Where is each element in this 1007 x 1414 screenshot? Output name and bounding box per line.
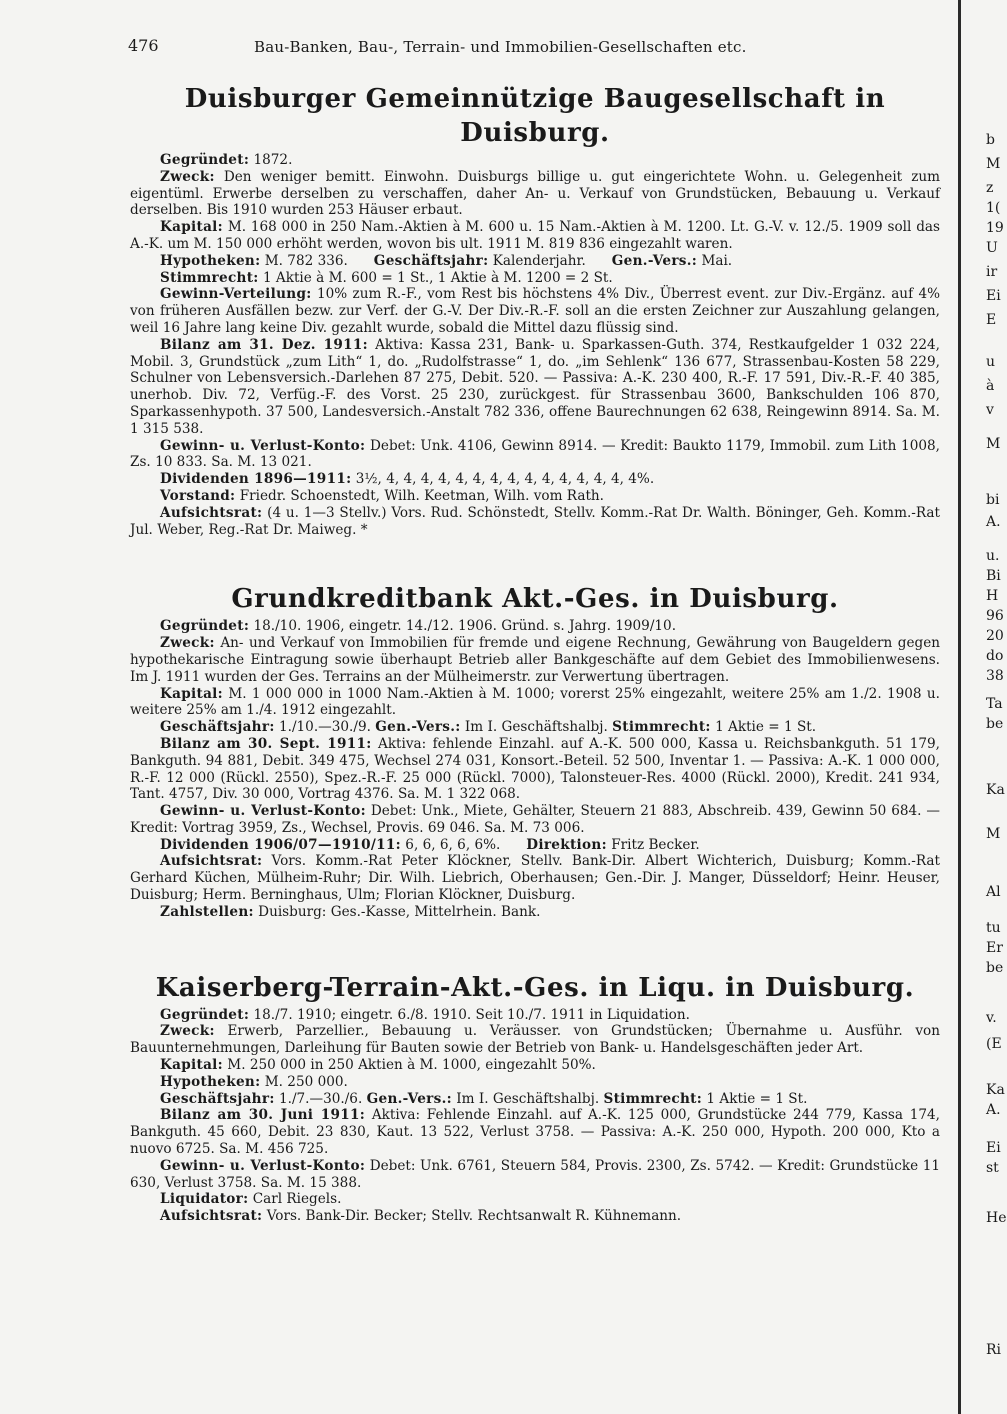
edge-fragment: A. [986,1102,1001,1118]
entry-text: 1 Aktie = 1 St. [706,1090,808,1107]
entry-board [130,488,940,505]
entry-text: M. 782 336. [264,252,348,269]
entry-text: 6, 6, 6, 6, 6%. [405,836,501,853]
entry-label: Geschäftsjahr: [373,252,489,269]
entry-label: Zahlstellen: [160,903,254,920]
entry-label: Kapital: [160,1057,223,1074]
entry-text: Vors. Bank-Dir. Becker; Stellv. Rechtsanwalt R. Kühnemann. [266,1208,682,1225]
entry-text: Erwerb, Parzellier., Bebauung u. Veräusser. von Grundstücken; Übernahme u. Ausführ. von Bauunternehmungen, Darleihung für Bauten sowie der Betrieb von Bank- u. Handelsgeschäften jeder Art. [130,1023,940,1057]
entry-label: Dividenden 1906/07—1910/11: [160,836,401,853]
running-head: Bau-Banken, Bau-, Terrain- und Immobilien-Gesellschaften etc. [254,38,747,56]
edge-fragment: M [986,826,1001,842]
entry-label: Zweck: [160,168,215,185]
edge-fragment: E [986,312,997,328]
entry-mortgages [130,1074,940,1091]
entry-label: Stimmrecht: [603,1090,703,1107]
entry-capital [130,686,940,720]
edge-fragment: Ri [986,1342,1002,1358]
entry-profit-distribution [130,286,940,336]
edge-fragment: 19 [986,220,1004,236]
entry-text: Debet: Unk. 4106, Gewinn 8914. — Kredit: Baukto 1179, Immobil. zum Lith 1008, Zs. 10 833. Sa. M. 13 021. [130,437,940,471]
entry-label: Hypotheken: [160,1073,261,1090]
entry-text: M. 250 000 in 250 Aktien à M. 1000, eingezahlt 50%. [227,1057,596,1074]
entry-text: Fritz Becker. [611,836,700,853]
edge-fragment: Ka [986,1082,1005,1098]
entry-label: Bilanz am 30. Sept. 1911: [160,735,372,752]
company-title: Duisburger Gemeinnützige Baugesellschaft in Duisburg. [184,84,886,148]
entry-label: Vorstand: [160,487,236,504]
entry-balance-sheet [130,337,940,438]
entry-text: M. 168 000 in 250 Nam.-Aktien à M. 600 u. 15 Nam.-Aktien à M. 1200. Lt. G.-V. v. 12./5. 1909 soll das A.-K. um M. 150 000 erhöht werden, wovon bis ult. 1911 M. 819 836 eingezahlt waren. [130,219,940,252]
entry-text: Den weniger bemitt. Einwohn. Duisburgs billige u. gut eingerichtete Wohn. u. Gelegenheit zum eigentüml. Erwerbe derselben zu verschaffen, daher An- u. Verkauf von Grundstücken, Bebauung u. Verkauf derselben. Bis 1910 wurden 253 Häuser erbaut. [130,168,940,219]
entry-purpose [130,169,940,219]
entry-text: M. 250 000. [264,1073,348,1090]
entry-label: Gewinn- u. Verlust-Konto: [160,437,366,454]
entry-label: Kapital: [160,685,223,702]
edge-fragment: 1( [986,200,1001,216]
entry-text: Im I. Geschäftshalbj. [464,719,608,736]
edge-fragment: b [986,132,995,148]
company-section [130,82,940,538]
entry-text: Kalenderjahr. [492,252,586,269]
edge-fragment: ir [986,264,998,280]
entry-label: Zweck: [160,1023,215,1040]
entry-label: Dividenden 1896—1911: [160,471,352,488]
entry-text: 1./7.—30./6. [278,1090,363,1107]
edge-fragment: H [986,588,999,604]
column-divider [958,0,961,1414]
entry-founded [130,618,940,635]
edge-fragment: v. [986,1010,997,1026]
entry-label: Stimmrecht: [612,719,711,736]
entry-label: Geschäftsjahr: [160,1090,275,1107]
entry-paying-agents [130,904,940,921]
edge-fragment: st [986,1160,999,1176]
entry-text: 18./10. 1906, eingetr. 14./12. 1906. Gründ. s. Jahrg. 1909/10. [253,618,677,635]
entry-label: Gewinn-Verteilung: [160,286,312,303]
entry-profit-loss [130,1158,940,1192]
entry-fiscal-year [130,719,940,736]
entry-text: 1872. [253,152,293,168]
entry-label: Zweck: [160,635,215,652]
entry-supervisory-board [130,1208,940,1225]
entry-label: Liquidator: [160,1191,249,1208]
entry-label: Gewinn- u. Verlust-Konto: [160,1157,366,1174]
entry-label: Geschäftsjahr: [160,719,275,736]
edge-fragment: Er [986,940,1003,956]
entry-dividends [130,837,940,854]
entry-purpose [130,1023,940,1057]
entry-founded [130,1007,940,1024]
company-section [130,582,940,920]
entry-label: Hypotheken: [160,252,261,269]
edge-fragment: 38 [986,668,1004,684]
entry-text: Im I. Geschäftshalbj. [456,1090,600,1107]
entry-text: Aktiva: Fehlende Einzahl. auf A.-K. 125 000, Grundstücke 244 779, Kassa 174, Bankguth. 45 660, Debit. 23 830, Kaut. 13 522, Verlust 3758. — Passiva: A.-K. 250 000, Hypoth. 200 000, Kto a nuovo 6725. Sa. M. 456 725. [130,1107,940,1158]
entry-label: Bilanz am 31. Dez. 1911: [160,336,368,353]
entry-text: 1 Aktie = 1 St. [715,719,817,736]
edge-fragment: Bi [986,568,1001,584]
page-number: 476 [128,36,159,55]
edge-fragment: Ei [986,288,1001,304]
entry-label: Stimmrecht: [160,269,259,286]
entry-purpose [130,635,940,685]
edge-fragment: M [986,156,1001,172]
edge-fragment: tu [986,920,1001,936]
main-column [130,82,940,1265]
entry-label: Gegründet: [160,618,250,635]
entry-label: Kapital: [160,219,223,236]
entry-label: Aufsichtsrat: [160,504,263,521]
entry-profit-loss [130,803,940,837]
edge-fragment: be [986,960,1004,976]
adjacent-page-edge [966,0,1007,1414]
entry-text: 18./7. 1910; eingetr. 6./8. 1910. Seit 10./7. 1911 in Liquidation. [253,1006,690,1023]
entry-liquidator [130,1191,940,1208]
entry-text: 1 Aktie à M. 600 = 1 St., 1 Aktie à M. 1200 = 2 St. [262,269,613,286]
company-section [130,971,940,1225]
edge-fragment: He [986,1210,1007,1226]
edge-fragment: Ei [986,1140,1001,1156]
entry-text: Debet: Unk., Miete, Gehälter, Steuern 21 883, Abschreib. 439, Gewinn 50 684. — Kredit: Vortrag 3959, Zs., Wechsel, Provis. 69 046. Sa. M. 73 006. [130,803,940,836]
entry-text: M. 1 000 000 in 1000 Nam.-Aktien à M. 1000; vorerst 25% eingezahlt, weitere 25% am 1./2. 1908 u. weitere 25% am 1./4. 1912 eingezahlt. [130,685,940,719]
entry-supervisory-board [130,505,940,539]
entry-text: (4 u. 1—3 Stellv.) Vors. Rud. Schönstedt, Stellv. Komm.-Rat Dr. Walth. Böninger, Geh. Komm.-Rat Jul. Weber, Reg.-Rat Dr. Maiweg. * [130,504,940,538]
edge-fragment: A. [986,514,1001,530]
entry-text: An- und Verkauf von Immobilien für fremde und eigene Rechnung, Gewährung von Baugeldern gegen hypothekarische Eintragung sowie überhaupt Betrieb aller Bankgeschäfte auf dem Gebiet des Immobilienwesens. Im J. 1911 wurden der Ges. Terrains an der Mülheimerstr. zur Verwertung übertragen. [130,635,940,685]
edge-fragment: be [986,716,1004,732]
entry-label: Gen.-Vers.: [375,719,461,736]
edge-fragment: Ta [986,696,1003,712]
entry-label: Gegründet: [160,1006,250,1023]
entry-voting-rights [130,270,940,287]
entry-mortgages [130,253,940,270]
entry-label: Gegründet: [160,152,250,168]
entry-profit-loss [130,438,940,472]
edge-fragment: do [986,648,1004,664]
entry-balance-sheet [130,1107,940,1157]
entry-label: Direktion: [526,836,607,853]
edge-fragment: 20 [986,628,1004,644]
edge-fragment: v [986,402,994,418]
edge-fragment: à [986,378,995,394]
entry-text: 10% zum R.-F., vom Rest bis höchstens 4% Div., Überrest event. zur Div.-Ergänz. auf 4% von früheren Ausfällen bezw. zur Verf. der G.-V. Der Div.-R.-F. soll an die ersten Zeichner zur Auszahlung gelangen, weil 16 Jahre lang keine Div. gezahlt wurde, sobald die Mittel dazu flüssig sind. [130,286,941,336]
entry-text: Carl Riegels. [252,1191,342,1208]
edge-fragment: z [986,180,994,196]
edge-fragment: Al [986,884,1001,900]
company-title: Kaiserberg-Terrain-Akt.-Ges. in Liqu. in Duisburg. [155,972,915,1003]
entry-label: Aufsichtsrat: [160,1208,263,1225]
entry-text: 1./10.—30./9. [278,719,371,736]
entry-text: 3½, 4, 4, 4, 4, 4, 4, 4, 4, 4, 4, 4, 4, 4, 4, 4%. [355,471,655,488]
edge-fragment: u. [986,548,1000,564]
entry-dividends [130,471,940,488]
edge-fragment: bi [986,492,1000,508]
entry-capital [130,1057,940,1074]
entry-text: Vors. Komm.-Rat Peter Klöckner, Stellv. Bank-Dir. Albert Wichterich, Duisburg; Komm.-Rat Gerhard Küchen, Mülheim-Ruhr; Dir. Wilh. Liebrich, Oberhausen; Gen.-Dir. J. Manger, Düsseldorf; Heinr. Heuser, Duisburg; Herm. Berninghaus, Ulm; Florian Klöckner, Duisburg. [130,853,940,904]
entry-text: Friedr. Schoenstedt, Wilh. Keetman, Wilh. vom Rath. [239,487,604,504]
entry-label: Gen.-Vers.: [366,1090,452,1107]
entry-text: Aktiva: fehlende Einzahl. auf A.-K. 500 000, Kassa u. Reichsbankguth. 51 179, Bankguth. 94 881, Debit. 349 475, Wechsel 274 031, Konsort.-Beteil. 52 500, Inventar 1. — Passiva: A.-K. 1 000 000, R.-F. 12 000 (Rückl. 2550), Spez.-R.-F. 25 000 (Rückl. 7000), Talonsteuer-Res. 4000 (Rückl. 2000), Kredit. 241 934, Tant. 4757, Div. 30 000, Vortrag 4376. Sa. M. 1 322 068. [130,735,940,803]
entry-text: Debet: Unk. 6761, Steuern 584, Provis. 2300, Zs. 5742. — Kredit: Grundstücke 11 630, Verlust 3758. Sa. M. 15 388. [130,1157,940,1191]
company-title: Grundkreditbank Akt.-Ges. in Duisburg. [231,584,839,615]
entry-fiscal-year [130,1091,940,1108]
entry-text: Aktiva: Kassa 231, Bank- u. Sparkassen-Guth. 374, Restkaufgelder 1 032 224, Mobil. 3, Grundstück „zum Lith“ 1, do. „Rudolfstrasse“ 1, do. „im Sehlenk“ 136 677, Strassenbau-Kosten 58 229, Schulner von Lebensversich.-Darlehen 87 275, Debit. 520. — Passiva: A.-K. 230 400, R.-F. 17 591, Div.-R.-F. 40 385, unerhob. Div. 72, Verfüg.-F. des Vorst. 25 230, zurückgest. für Strassenbau 3600, Bankschulden 106 870, Sparkassenhypoth. 37 500, Landesversich.-Anstalt 782 336, offene Baurechnungen 62 638, Reingewinn 8914. Sa. M. 1 315 538. [130,336,940,437]
edge-fragment: U [986,240,998,256]
entry-label: Bilanz am 30. Juni 1911: [160,1107,366,1124]
entry-balance-sheet [130,736,940,803]
edge-fragment: Ka [986,782,1005,798]
entry-capital [130,219,940,253]
edge-fragment: u [986,354,996,370]
entry-supervisory-board [130,853,940,903]
edge-fragment: 96 [986,608,1004,624]
entry-label: Gewinn- u. Verlust-Konto: [160,803,366,820]
entry-founded [130,152,940,169]
edge-fragment: M [986,436,1001,452]
entry-label: Aufsichtsrat: [160,853,263,870]
entry-text: Duisburg: Ges.-Kasse, Mittelrhein. Bank. [258,903,541,920]
edge-fragment: (E [986,1036,1002,1052]
entry-label: Gen.-Vers.: [611,252,698,269]
entry-text: Mai. [701,252,733,269]
